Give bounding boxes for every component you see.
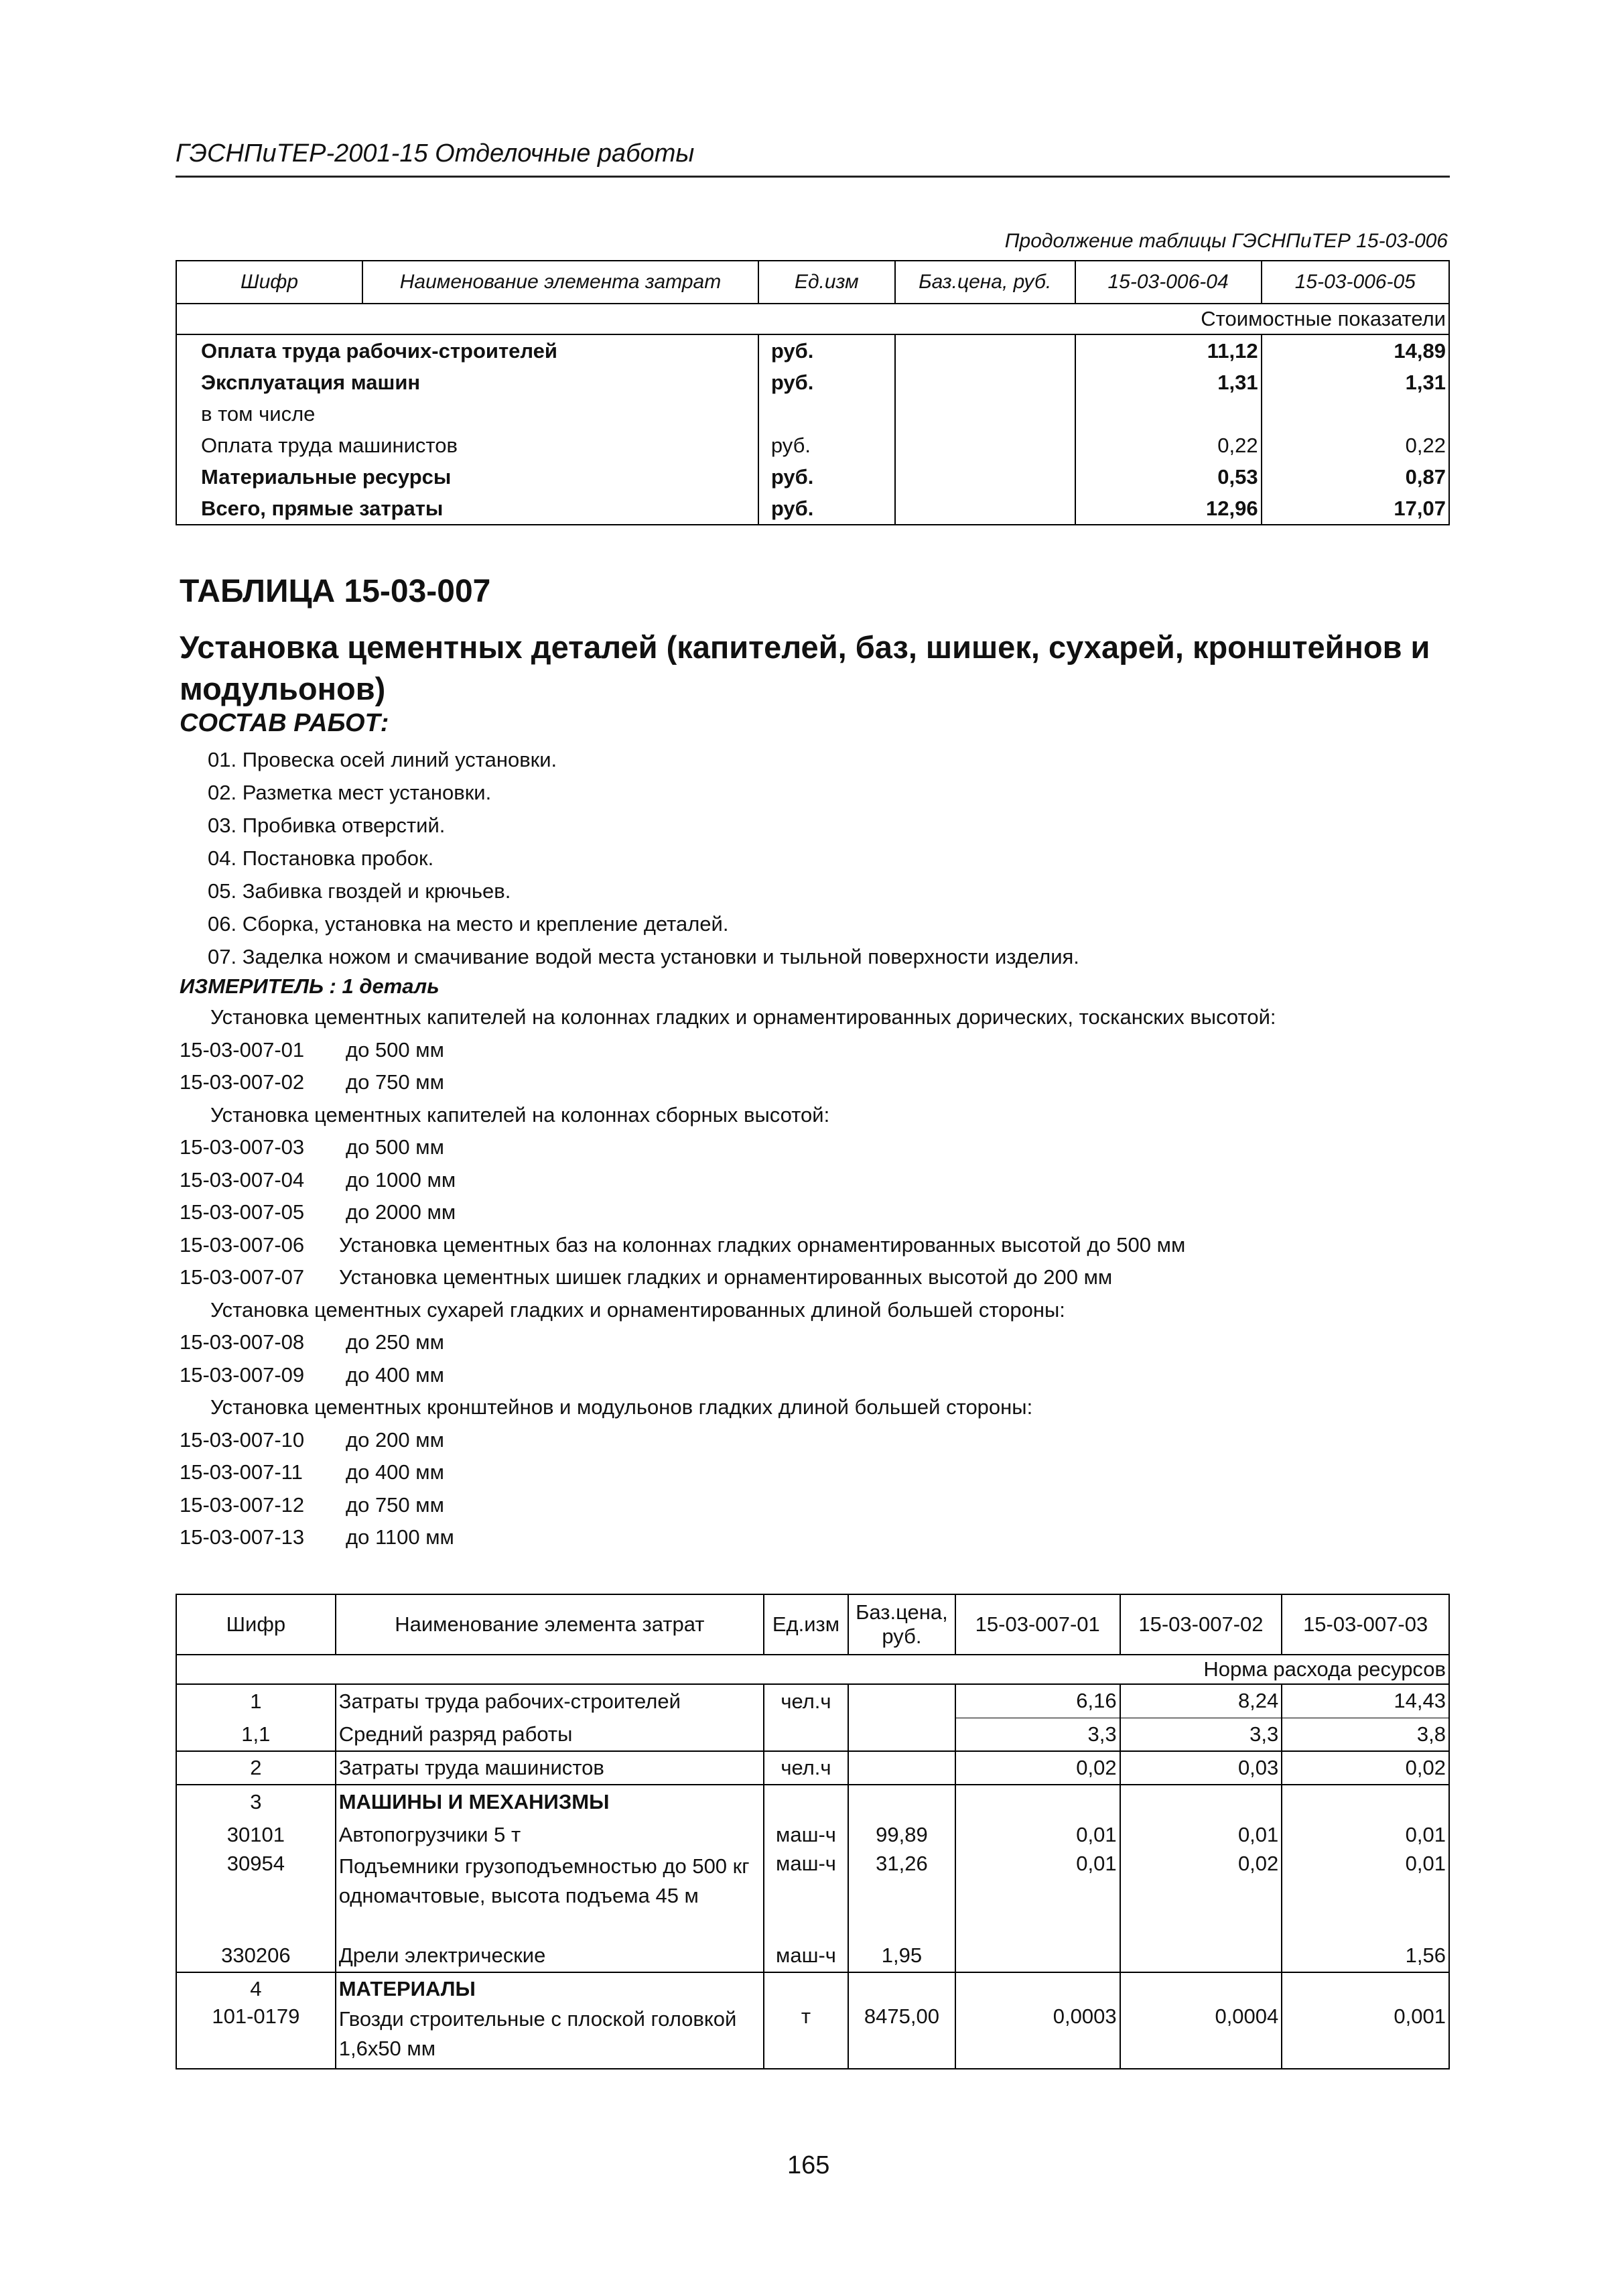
row-value: 17,07	[1262, 493, 1449, 525]
row-value: 14,89	[1262, 334, 1449, 367]
table-15-03-006-continuation	[176, 260, 1450, 525]
line-text: Установка цементных капителей на колоннах сборных высотой:	[210, 1102, 830, 1127]
line-text: Установка цементных шишек гладких и орнаментированных высотой до 200 мм	[339, 1265, 1113, 1289]
line-code: 15-03-007-11	[180, 1460, 303, 1484]
row-value: 1,31	[1262, 367, 1449, 398]
section-subtitle: Установка цементных деталей (капителей, баз, шишек, сухарей, кронштейнов и модульонов)	[180, 629, 1430, 706]
row-name: Материальные ресурсы	[176, 461, 758, 493]
row-unit: руб.	[758, 334, 895, 367]
row-price: 1,95	[848, 1939, 955, 1972]
row-value: 6,16	[955, 1684, 1120, 1718]
row-name: Оплата труда машинистов	[176, 430, 758, 461]
list-item	[180, 1265, 1276, 1298]
row-name: в том числе	[176, 398, 758, 430]
row-value	[1282, 1972, 1449, 2004]
row-value	[955, 1972, 1120, 2004]
table2-col-unit: Ед.изм	[764, 1594, 848, 1655]
row-value: 1,56	[1282, 1939, 1449, 1972]
row-value	[1282, 1785, 1449, 1818]
row-value	[1262, 398, 1449, 430]
table1-col-price: Баз.цена, руб.	[895, 261, 1075, 304]
line-text: до 750 мм	[346, 1070, 444, 1094]
row-value: 0,01	[1120, 1818, 1282, 1852]
measure-line	[180, 974, 440, 999]
table1-col-name: Наименование элемента затрат	[362, 261, 758, 304]
table2-col-3: 15-03-007-03	[1282, 1594, 1449, 1655]
row-unit: руб.	[758, 461, 895, 493]
works-list	[208, 748, 1079, 978]
row-value	[955, 1939, 1120, 1972]
row-code: 3	[176, 1785, 336, 1818]
row-value: 0,02	[955, 1751, 1120, 1785]
row-name: Затраты труда машинистов	[336, 1751, 764, 1785]
row-value: 0,01	[955, 1818, 1120, 1852]
row-value: 8,24	[1120, 1684, 1282, 1718]
row-price: 8475,00	[848, 2004, 955, 2069]
row-price: 99,89	[848, 1818, 955, 1852]
row-value: 11,12	[1075, 334, 1262, 367]
row-value: 12,96	[1075, 493, 1262, 525]
table2-col-2: 15-03-007-02	[1120, 1594, 1282, 1655]
list-item: 07. Заделка ножом и смачивание водой места установки и тыльной поверхности изделия.	[208, 945, 1079, 968]
table1-col-2: 15-03-006-05	[1262, 261, 1449, 304]
running-title: ГЭСНПиТЕР-2001-15 Отделочные работы	[176, 139, 695, 168]
table-row	[176, 493, 1449, 525]
line-text: до 750 мм	[346, 1492, 444, 1517]
row-unit	[764, 1785, 848, 1818]
row-code: 2	[176, 1751, 336, 1785]
table1-col-1: 15-03-006-04	[1075, 261, 1262, 304]
row-name: МАТЕРИАЛЫ	[336, 1972, 764, 2004]
row-value	[1120, 1972, 1282, 2004]
line-code: 15-03-007-02	[180, 1070, 305, 1094]
table-15-03-007	[176, 1594, 1450, 2069]
table-row	[176, 1818, 1449, 1852]
row-value: 0,53	[1075, 461, 1262, 493]
list-item	[180, 1363, 1276, 1396]
list-item: 05. Забивка гвоздей и крючьев.	[208, 879, 511, 903]
list-item: 04. Постановка пробок.	[208, 846, 434, 870]
table1-band: Стоимостные показатели	[176, 304, 1449, 334]
row-price	[848, 1718, 955, 1751]
row-value: 1,31	[1075, 367, 1262, 398]
row-code: 101-0179	[176, 2004, 336, 2069]
table2-col-price: Баз.цена, руб.	[848, 1594, 955, 1655]
row-unit: руб.	[758, 367, 895, 398]
row-unit: маш-ч	[764, 1852, 848, 1939]
list-item	[180, 1428, 1276, 1461]
list-item	[180, 1038, 1276, 1071]
table-row	[176, 1939, 1449, 1972]
table-row	[176, 1718, 1449, 1751]
line-text: до 400 мм	[346, 1362, 444, 1387]
line-text: до 400 мм	[346, 1460, 444, 1484]
section-title: ТАБЛИЦА 15-03-007	[180, 574, 491, 609]
table-row	[176, 334, 1449, 367]
line-text: Установка цементных сухарей гладких и орнаментированных длиной большей стороны:	[210, 1297, 1065, 1322]
row-name: Дрели электрические	[336, 1939, 764, 1972]
row-price	[848, 1785, 955, 1818]
line-text: до 1000 мм	[346, 1167, 456, 1192]
line-text: Установка цементных капителей на колоннах гладких и орнаментированных дорических, тосканских высотой:	[210, 1005, 1276, 1029]
row-unit: маш-ч	[764, 1818, 848, 1852]
line-code: 15-03-007-04	[180, 1167, 305, 1192]
table1-col-unit: Ед.изм	[758, 261, 895, 304]
row-unit	[758, 398, 895, 430]
list-item: 01. Провеска осей линий установки.	[208, 748, 557, 771]
line-text: до 500 мм	[346, 1037, 444, 1062]
list-item	[180, 1168, 1276, 1201]
row-value: 0,0003	[955, 2004, 1120, 2069]
line-code: 15-03-007-07	[180, 1265, 305, 1289]
table-row	[176, 461, 1449, 493]
measure-value: 1 деталь	[342, 974, 440, 998]
row-name: Автопогрузчики 5 т	[336, 1818, 764, 1852]
list-item	[180, 1103, 1276, 1136]
table-row	[176, 367, 1449, 398]
row-name: Затраты труда рабочих-строителей	[336, 1684, 764, 1718]
table-row	[176, 2004, 1449, 2069]
row-value: 0,0004	[1120, 2004, 1282, 2069]
line-code: 15-03-007-05	[180, 1200, 305, 1224]
row-value: 3,3	[1120, 1718, 1282, 1751]
list-item	[180, 1200, 1276, 1233]
line-code: 15-03-007-03	[180, 1135, 305, 1159]
list-item: 03. Пробивка отверстий.	[208, 814, 446, 837]
row-value: 0,001	[1282, 2004, 1449, 2069]
row-price	[895, 430, 1075, 461]
line-text: до 2000 мм	[346, 1200, 456, 1224]
works-heading: СОСТАВ РАБОТ:	[180, 709, 389, 737]
row-price	[895, 334, 1075, 367]
row-code: 4	[176, 1972, 336, 2004]
list-item: 06. Сборка, установка на место и крепление деталей.	[208, 912, 729, 936]
table-row	[176, 1751, 1449, 1785]
row-value: 0,22	[1075, 430, 1262, 461]
row-name: Подъемники грузоподъемностью до 500 кг одномачтовые, высота подъема 45 м	[336, 1852, 764, 1939]
table1-band-row	[176, 304, 1449, 334]
line-text: до 250 мм	[346, 1330, 444, 1354]
line-text: до 500 мм	[346, 1135, 444, 1159]
row-unit: чел.ч	[764, 1684, 848, 1718]
row-value: 0,01	[955, 1852, 1120, 1939]
row-value: 14,43	[1282, 1684, 1449, 1718]
line-text: Установка цементных баз на колоннах гладких орнаментированных высотой до 500 мм	[339, 1232, 1186, 1257]
codes-list	[180, 1005, 1276, 1558]
row-value: 0,02	[1120, 1852, 1282, 1939]
line-text: до 200 мм	[346, 1427, 444, 1452]
table1-col-code: Шифр	[176, 261, 362, 304]
table-row	[176, 1684, 1449, 1718]
row-price	[895, 493, 1075, 525]
row-value: 0,03	[1120, 1751, 1282, 1785]
line-text: до 1100 мм	[346, 1525, 454, 1549]
row-code: 1,1	[176, 1718, 336, 1751]
list-item	[180, 1460, 1276, 1493]
line-code: 15-03-007-08	[180, 1330, 305, 1354]
row-price	[895, 367, 1075, 398]
line-code: 15-03-007-12	[180, 1492, 305, 1517]
list-item	[180, 1135, 1276, 1168]
row-value: 0,02	[1282, 1751, 1449, 1785]
list-item	[180, 1070, 1276, 1103]
row-unit: чел.ч	[764, 1751, 848, 1785]
line-code: 15-03-007-10	[180, 1427, 305, 1452]
table2-header-row	[176, 1594, 1449, 1655]
row-price: 31,26	[848, 1852, 955, 1939]
table2-band-row	[176, 1655, 1449, 1684]
table-row	[176, 1972, 1449, 2004]
row-value: 0,87	[1262, 461, 1449, 493]
list-item	[180, 1330, 1276, 1363]
line-code: 15-03-007-01	[180, 1037, 305, 1062]
row-value: 3,3	[955, 1718, 1120, 1751]
row-price	[848, 1972, 955, 2004]
list-item	[180, 1005, 1276, 1038]
measure-label: ИЗМЕРИТЕЛЬ :	[180, 974, 342, 998]
row-value	[955, 1785, 1120, 1818]
table-row	[176, 430, 1449, 461]
row-unit: маш-ч	[764, 1939, 848, 1972]
line-code: 15-03-007-13	[180, 1525, 305, 1549]
row-unit	[764, 1718, 848, 1751]
line-code: 15-03-007-09	[180, 1362, 305, 1387]
table2-band: Норма расхода ресурсов	[176, 1655, 1449, 1684]
row-unit: руб.	[758, 493, 895, 525]
row-name: Оплата труда рабочих-строителей	[176, 334, 758, 367]
row-name: Всего, прямые затраты	[176, 493, 758, 525]
list-item	[180, 1493, 1276, 1526]
list-item	[180, 1395, 1276, 1428]
table2-col-1: 15-03-007-01	[955, 1594, 1120, 1655]
row-name: Гвозди строительные с плоской головкой 1,6х50 мм	[336, 2004, 764, 2069]
row-name: Средний разряд работы	[336, 1718, 764, 1751]
row-value: 0,22	[1262, 430, 1449, 461]
table-row	[176, 1785, 1449, 1818]
table2-col-code: Шифр	[176, 1594, 336, 1655]
row-price	[848, 1751, 955, 1785]
row-price	[895, 461, 1075, 493]
header-rule	[176, 176, 1450, 178]
row-value: 0,01	[1282, 1818, 1449, 1852]
row-unit: т	[764, 2004, 848, 2069]
page-number: 165	[787, 2151, 830, 2179]
line-code: 15-03-007-06	[180, 1232, 305, 1257]
row-unit	[764, 1972, 848, 2004]
row-value	[1075, 398, 1262, 430]
list-item	[180, 1233, 1276, 1266]
row-code: 330206	[176, 1939, 336, 1972]
table1-header-row	[176, 261, 1449, 304]
row-value	[1120, 1939, 1282, 1972]
row-price	[848, 1684, 955, 1718]
row-name: Эксплуатация машин	[176, 367, 758, 398]
row-value: 3,8	[1282, 1718, 1449, 1751]
row-code: 1	[176, 1684, 336, 1718]
table1-continuation-caption: Продолжение таблицы ГЭСНПиТЕР 15-03-006	[1004, 230, 1448, 252]
row-name: МАШИНЫ И МЕХАНИЗМЫ	[336, 1785, 764, 1818]
table2-col-name: Наименование элемента затрат	[336, 1594, 764, 1655]
table-row	[176, 398, 1449, 430]
row-code: 30101	[176, 1818, 336, 1852]
row-value: 0,01	[1282, 1852, 1449, 1939]
row-price	[895, 398, 1075, 430]
row-unit: руб.	[758, 430, 895, 461]
row-value	[1120, 1785, 1282, 1818]
list-item: 02. Разметка мест установки.	[208, 781, 492, 804]
list-item	[180, 1525, 1276, 1558]
list-item	[180, 1298, 1276, 1331]
row-code: 30954	[176, 1852, 336, 1939]
table-row	[176, 1852, 1449, 1939]
line-text: Установка цементных кронштейнов и модульонов гладких длиной большей стороны:	[210, 1395, 1033, 1419]
